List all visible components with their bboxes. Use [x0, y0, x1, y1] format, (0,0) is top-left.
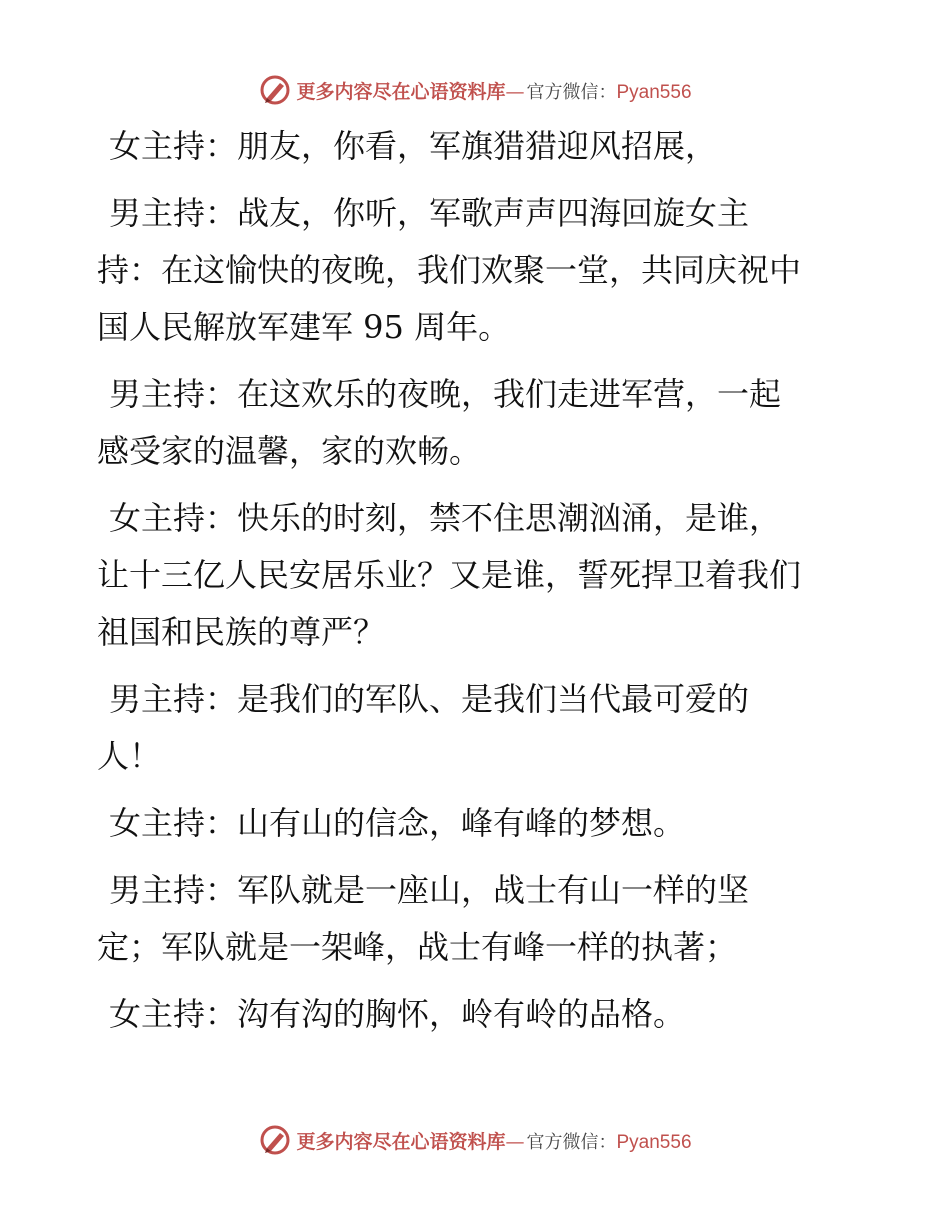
text-line: 持：在这愉快的夜晚，我们欢聚一堂，共同庆祝中: [97, 251, 802, 289]
banner-wechat-id: Pyan556: [616, 1131, 692, 1153]
banner-dash: —: [505, 1130, 525, 1153]
dialogue-paragraph: [97, 366, 857, 480]
text-line: 定；军队就是一架峰，战士有峰一样的执著；: [97, 928, 738, 966]
text-line: 感受家的温馨，家的欢畅。: [97, 432, 482, 470]
banner-title: 更多内容尽在心语资料库: [296, 80, 506, 103]
text-line: 男主持：战友，你听，军歌声声四海回旋女主: [109, 194, 750, 232]
dialogue-paragraph: [97, 671, 857, 785]
banner-wechat-label: 官方微信：: [526, 1131, 617, 1153]
text-line: 让十三亿人民安居乐业？又是谁，誓死捍卫着我们: [97, 556, 802, 594]
banner-wechat-id: Pyan556: [616, 81, 692, 103]
text-line: 国人民解放军建军 95 周年。: [97, 308, 511, 346]
text-line: 男主持：军队就是一座山，战士有山一样的坚: [109, 871, 750, 909]
header-banner: [0, 70, 950, 110]
dialogue-paragraph: [97, 490, 857, 661]
text-line: 人！: [97, 737, 162, 775]
dialogue-paragraph: [97, 986, 857, 1043]
banner-wechat-label: 官方微信：: [526, 81, 617, 103]
text-line: 女主持：快乐的时刻，禁不住思潮汹涌，是谁，: [109, 499, 782, 537]
pen-logo-icon: [258, 73, 292, 107]
text-line: 男主持：是我们的军队、是我们当代最可爱的: [109, 680, 750, 718]
text-line: 女主持：沟有沟的胸怀，岭有岭的品格。: [109, 995, 686, 1033]
text-line: 祖国和民族的尊严？: [97, 613, 386, 651]
pen-logo-icon: [258, 1123, 292, 1157]
document-body: [97, 118, 857, 1053]
dialogue-paragraph: [97, 795, 857, 852]
dialogue-paragraph: [97, 185, 857, 356]
text-line: 女主持：朋友，你看，军旗猎猎迎风招展，: [109, 127, 718, 165]
banner-title: 更多内容尽在心语资料库: [296, 1130, 506, 1153]
banner-dash: —: [505, 80, 525, 103]
text-line: 男主持：在这欢乐的夜晚，我们走进军营，一起: [109, 375, 782, 413]
text-line: 女主持：山有山的信念，峰有峰的梦想。: [109, 804, 686, 842]
dialogue-paragraph: [97, 118, 857, 175]
footer-banner: [0, 1120, 950, 1160]
dialogue-paragraph: [97, 862, 857, 976]
